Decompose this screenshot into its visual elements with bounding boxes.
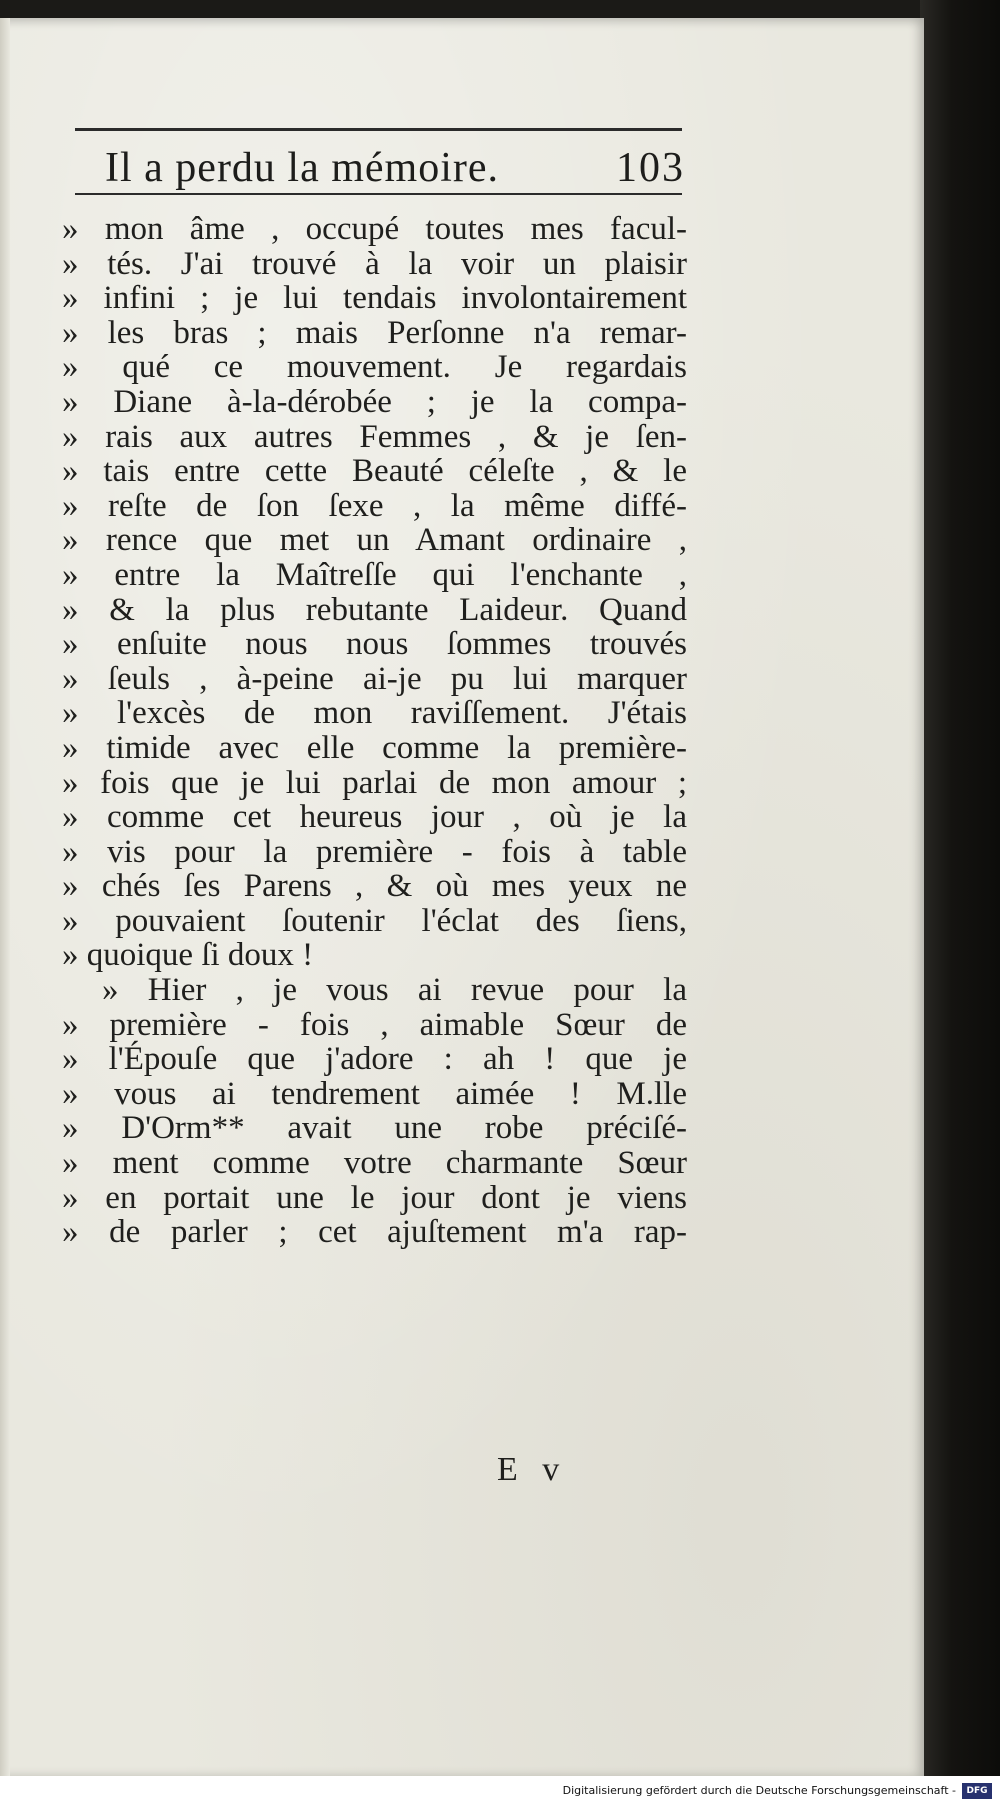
text-line: » vous ai tendrement aimée ! M.lle: [62, 1075, 687, 1112]
header-rule-bottom: [75, 193, 682, 195]
text-line: » première - fois , aimable Sœur de: [62, 1006, 687, 1043]
text-line: » enſuite nous nous ſommes trouvés: [62, 626, 687, 663]
text-line: » chés ſes Parens , & où mes yeux ne: [62, 868, 687, 905]
text-line: » Diane à-la-dérobée ; je la compa-: [62, 383, 687, 420]
text-line: » fois que je lui parlai de mon amour ;: [62, 764, 687, 801]
text-line: » rais aux autres Femmes , & je ſen-: [62, 418, 687, 455]
funding-credit: Digitalisierung gefördert durch die Deutsche Forschungsgemeinschaft -: [562, 1784, 956, 1797]
dfg-logo: DFG: [962, 1783, 992, 1799]
page-number: 103: [616, 145, 685, 191]
text-line: » ment comme votre charmante Sœur: [62, 1145, 687, 1182]
text-line: » entre la Maîtreſſe qui l'enchante ,: [62, 556, 687, 593]
body-text: [62, 212, 687, 1250]
text-line: » quoique ſi doux !: [62, 937, 314, 974]
text-line: » l'Épouſe que j'adore : ah ! que je: [62, 1041, 687, 1078]
text-line: » de parler ; cet ajuſtement m'a rap-: [62, 1214, 687, 1251]
text-line: » en portait une le jour dont je viens: [62, 1179, 687, 1216]
running-head: [105, 140, 685, 196]
text-line: » l'excès de mon raviſſement. J'étais: [62, 695, 687, 732]
text-line: » & la plus rebutante Laideur. Quand: [62, 591, 687, 628]
text-line: » tais entre cette Beauté céleſte , & le: [62, 453, 687, 490]
running-title: Il a perdu la mémoire.: [105, 145, 500, 191]
text-line: » rence que met un Amant ordinaire ,: [62, 522, 687, 559]
text-line: » comme cet heureus jour , où je la: [62, 799, 687, 836]
text-line: » ſeuls , à-peine ai-je pu lui marquer: [62, 660, 687, 697]
text-line: » reſte de ſon ſexe , la même diffé-: [62, 487, 687, 524]
header-rule-top: [75, 128, 682, 131]
text-line: » infini ; je lui tendais involontairement: [62, 280, 687, 317]
scan-background: [920, 0, 1000, 1805]
text-line: » Hier , je vous ai revue pour la: [102, 972, 687, 1009]
text-line: » D'Orm** avait une robe préciſé-: [62, 1110, 687, 1147]
text-line: » timide avec elle comme la première-: [62, 729, 687, 766]
text-line: » mon âme , occupé toutes mes facul-: [62, 211, 687, 247]
text-line: » tés. J'ai trouvé à la voir un plaisir: [62, 245, 687, 282]
text-line: » pouvaient ſoutenir l'éclat des ſiens,: [62, 902, 687, 939]
text-line: » qué ce mouvement. Je regardais: [62, 349, 687, 386]
text-line: » les bras ; mais Perſonne n'a remar-: [62, 314, 687, 351]
page-edge: [0, 18, 10, 1776]
signature-mark: E v: [497, 1451, 568, 1488]
text-line: » vis pour la première - fois à table: [62, 833, 687, 870]
